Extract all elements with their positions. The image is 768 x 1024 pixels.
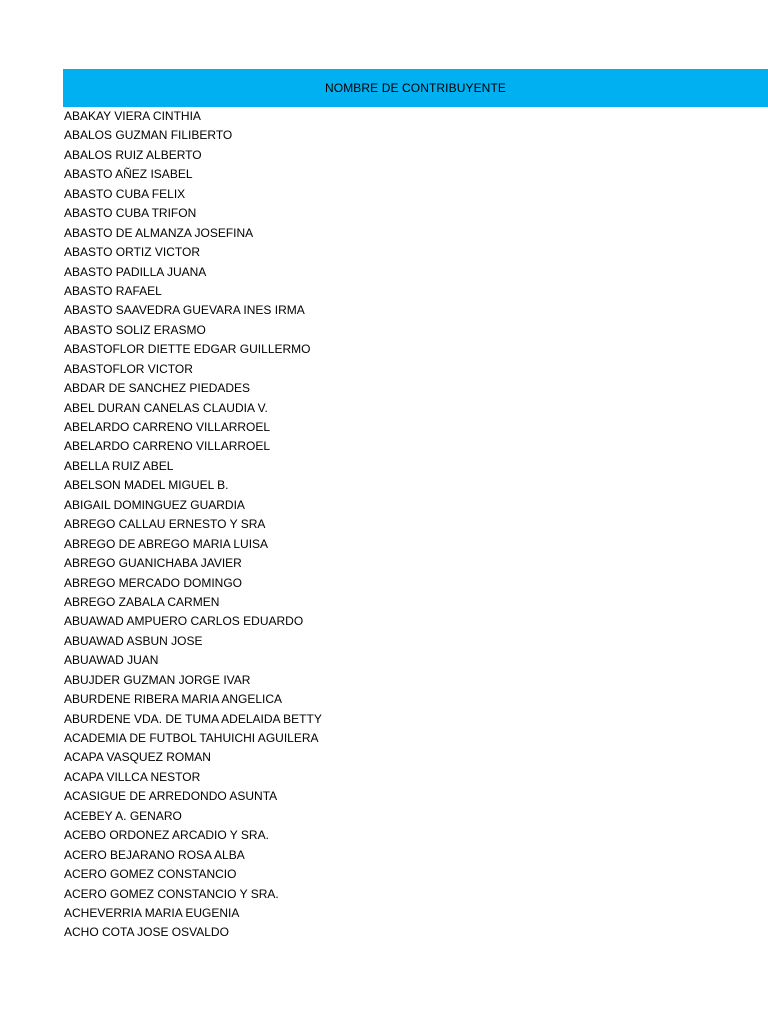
table-row: ACERO BEJARANO ROSA ALBA (64, 847, 245, 862)
table-row: ABASTO DE ALMANZA JOSEFINA (64, 225, 254, 240)
table-row: ABASTO CUBA FELIX (64, 186, 186, 201)
table-row: ABASTOFLOR VICTOR (64, 361, 193, 376)
contributor-table (63, 69, 768, 943)
table-row: ABREGO DE ABREGO MARIA LUISA (64, 536, 269, 551)
table-row: ABIGAIL DOMINGUEZ GUARDIA (64, 497, 245, 512)
table-row: ABASTO SOLIZ ERASMO (64, 322, 206, 337)
table-row: ABEL DURAN CANELAS CLAUDIA V. (64, 400, 268, 415)
table-row: ACHEVERRIA MARIA EUGENIA (64, 905, 240, 920)
contributor-list (63, 107, 768, 943)
table-row: ABASTO SAAVEDRA GUEVARA INES IRMA (64, 303, 305, 318)
table-row: ABASTO ORTIZ VICTOR (64, 245, 201, 260)
table-row: ABURDENE VDA. DE TUMA ADELAIDA BETTY (64, 711, 322, 726)
table-row: ABELARDO CARRENO VILLARROEL (64, 420, 271, 434)
table-row: ABASTO RAFAEL (64, 283, 162, 298)
table-row: ABREGO CALLAU ERNESTO Y SRA (64, 517, 266, 532)
table-row: ABELARDO CARRENO VILLARROEL (64, 439, 271, 454)
table-row: ABUAWAD JUAN (64, 653, 159, 668)
table-row: ACHO COTA JOSE OSVALDO (64, 925, 229, 940)
table-row: ABREGO ZABALA CARMEN (64, 594, 220, 609)
table-row: ABREGO GUANICHABA JAVIER (64, 556, 242, 571)
table-row: ACASIGUE DE ARREDONDO ASUNTA (64, 789, 278, 804)
column-header (63, 69, 768, 107)
table-row: ACERO GOMEZ CONSTANCIO (64, 867, 237, 882)
table-row: ABELLA RUIZ ABEL (64, 458, 174, 473)
table-row: ABREGO MERCADO DOMINGO (64, 575, 243, 590)
table-row: ACADEMIA DE FUTBOL TAHUICHI AGUILERA (64, 731, 319, 745)
table-row: ABASTO AÑEZ ISABEL (64, 167, 193, 182)
table-row: ACEBEY A. GENARO (64, 808, 182, 823)
table-row: ABASTO PADILLA JUANA (64, 264, 207, 279)
table-row: ACAPA VILLCA NESTOR (64, 769, 201, 784)
table-row: ABALOS GUZMAN FILIBERTO (64, 128, 233, 143)
table-row: ABAKAY VIERA CINTHIA (64, 109, 201, 123)
table-row: ABALOS RUIZ ALBERTO (64, 147, 202, 162)
table-row: ACEBO ORDONEZ ARCADIO Y SRA. (64, 828, 269, 843)
table-row: ABELSON MADEL MIGUEL B. (64, 478, 229, 493)
column-header-label: NOMBRE DE CONTRIBUYENTE (325, 81, 506, 95)
table-row: ACAPA VASQUEZ ROMAN (64, 750, 211, 765)
table-row: ABUJDER GUZMAN JORGE IVAR (64, 672, 251, 687)
table-row: ABDAR DE SANCHEZ PIEDADES (64, 381, 251, 396)
table-row: ABASTO CUBA TRIFON (64, 206, 197, 221)
table-row: ABASTOFLOR DIETTE EDGAR GUILLERMO (64, 342, 311, 357)
table-row: ACERO GOMEZ CONSTANCIO Y SRA. (64, 886, 279, 901)
table-row: ABUAWAD ASBUN JOSE (64, 633, 203, 648)
table-row: ABUAWAD AMPUERO CARLOS EDUARDO (64, 614, 304, 629)
table-row: ABURDENE RIBERA MARIA ANGELICA (64, 692, 283, 707)
